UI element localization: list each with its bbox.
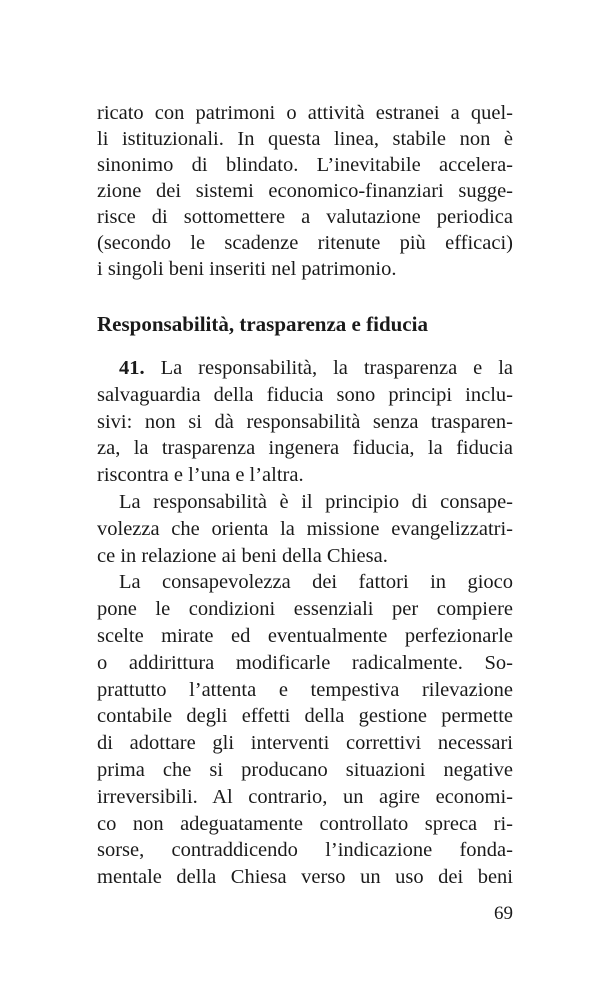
paragraph-line: li istituzionali. In questa linea, stabile non è <box>97 128 513 150</box>
paragraph-line: La responsabilità è il principio di consape- <box>119 490 513 513</box>
paragraph-line: co non adeguatamente controllato spreca ri- <box>97 812 513 835</box>
paragraph-continued <box>97 100 513 282</box>
paragraph-line: prima che si producano situazioni negative <box>97 758 513 781</box>
paragraph-line: salvaguardia della fiducia sono principi inclu- <box>97 383 513 406</box>
paragraph-line: ricato con patrimoni o attività estranei a quel- <box>97 102 513 124</box>
paragraph-line: scelte mirate ed eventualmente perfezionarle <box>97 624 513 647</box>
paragraph-line: irreversibili. Al contrario, un agire economi- <box>97 785 513 808</box>
paragraph-line: zione dei sistemi economico-finanziari sugge- <box>97 180 513 202</box>
paragraph-line: sinonimo di blindato. L’inevitabile accelera- <box>97 154 513 176</box>
paragraph-line: di adottare gli interventi correttivi necessari <box>97 732 513 755</box>
paragraph-line: pone le condizioni essenziali per compiere <box>97 598 513 621</box>
paragraph-line: za, la trasparenza ingenera fiducia, la fiducia <box>97 437 513 460</box>
section-41 <box>97 355 513 891</box>
paragraph-line: contabile degli effetti della gestione permette <box>97 705 513 728</box>
paragraph-line: volezza che orienta la missione evangelizzatri- <box>97 517 513 540</box>
page-number: 69 <box>494 903 513 924</box>
paragraph-line: sorse, contraddicendo l’indicazione fonda- <box>97 839 513 862</box>
paragraph-line: mentale della Chiesa verso un uso dei beni <box>97 866 513 889</box>
paragraph-line: riscontra e l’una e l’altra. <box>97 464 304 487</box>
paragraph-line: o addirittura modificarle radicalmente. So- <box>97 651 513 674</box>
paragraph-line: La consapevolezza dei fattori in gioco <box>119 571 513 594</box>
paragraph-line: ce in relazione ai beni della Chiesa. <box>97 544 388 567</box>
paragraph-line: risce di sottomettere a valutazione periodica <box>97 206 513 228</box>
section-heading: Responsabilità, trasparenza e fiducia <box>97 312 428 336</box>
paragraph-line: (secondo le scadenze ritenute più efficaci) <box>97 232 513 254</box>
paragraph-line: 41. La responsabilità, la trasparenza e la <box>119 357 513 379</box>
paragraph-number: 41. <box>119 357 145 379</box>
paragraph-line: sivi: non si dà responsabilità senza trasparen- <box>97 410 513 433</box>
paragraph-line: prattutto l’attenta e tempestiva rilevazione <box>97 678 513 701</box>
paragraph-line: i singoli beni inseriti nel patrimonio. <box>97 258 397 280</box>
